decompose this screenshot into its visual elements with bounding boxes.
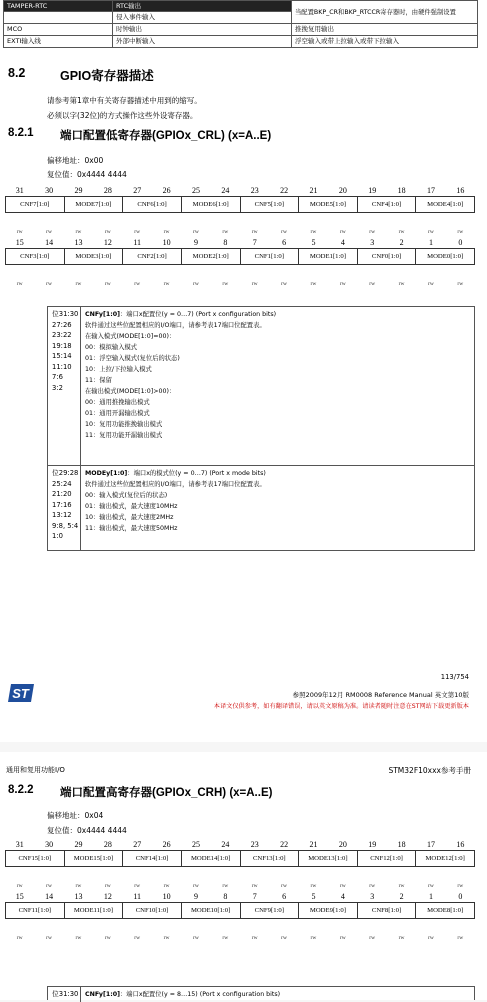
bit-number: 7 <box>252 892 257 901</box>
bit-number: 31 <box>15 840 24 849</box>
field-row <box>5 902 475 919</box>
access-type: rw <box>398 883 405 889</box>
register-field: CNF10[1:0] <box>122 903 181 918</box>
bit-number-row <box>5 839 475 850</box>
table-cell: 侵入事件输入 <box>113 12 292 24</box>
bit-number: 20 <box>338 840 347 849</box>
access-type: rw <box>369 883 376 889</box>
desc-line: 软件通过这些位配置相应的I/O端口，请参考表17端口位配置表。 <box>85 481 266 488</box>
bit-number: 21 <box>309 840 318 849</box>
access-type: rw <box>193 935 199 941</box>
bit-number: 6 <box>282 892 287 901</box>
page-number: 113/754 <box>440 673 469 681</box>
bit-range: 位31:30 <box>48 987 81 1002</box>
bit-number: 9 <box>193 892 198 901</box>
access-type: rw <box>163 281 170 287</box>
access-type: rw <box>193 883 199 889</box>
desc-line: 10：上拉/下拉输入模式 <box>85 366 152 373</box>
bit-number: 5 <box>311 892 316 901</box>
register-field: CNF9[1:0] <box>240 903 299 918</box>
access-type: rw <box>46 883 52 889</box>
subsection-title: 端口配置高寄存器(GPIOx_CRH) (x=A..E) <box>60 787 273 799</box>
bit-number: 0 <box>458 892 463 901</box>
table-cell: 浮空输入或带上拉输入或带下拉输入 <box>292 36 478 48</box>
register-field: CNF5[1:0] <box>240 197 299 212</box>
access-type: rw <box>222 883 229 889</box>
desc-line: 10：复用功能推挽输出模式 <box>85 421 163 428</box>
bit-number: 28 <box>103 840 112 849</box>
access-type: rw <box>75 883 82 889</box>
crh-register-diagram <box>5 839 475 943</box>
access-type: rw <box>75 229 82 235</box>
register-field: MODE13[1:0] <box>298 851 357 866</box>
register-field: CNF11[1:0] <box>18 907 52 914</box>
bit-number-row <box>5 237 475 248</box>
bit-number: 23 <box>250 840 259 849</box>
access-type: rw <box>222 229 229 235</box>
field-name: MODEy[1:0] <box>85 470 128 477</box>
bit-number: 14 <box>45 238 54 247</box>
access-type: rw <box>281 281 287 287</box>
page-header-right: STM32F10xxx参考手册 <box>388 766 471 775</box>
register-field: MODE12[1:0] <box>415 851 474 866</box>
register-field: CNF3[1:0] <box>20 253 50 260</box>
offset-address: 偏移地址：0x00 <box>47 156 104 165</box>
bit-number: 11 <box>133 892 142 901</box>
desc-line: 软件通过这些位配置相应的I/O端口，请参考表17端口位配置表。 <box>85 322 266 329</box>
crh-description-table <box>47 986 475 1000</box>
bit-number: 1 <box>428 892 433 901</box>
reset-value: 复位值：0x4444 4444 <box>47 826 127 835</box>
register-field: CNF4[1:0] <box>357 197 416 212</box>
access-type: rw <box>339 281 346 287</box>
bit-number: 18 <box>397 840 406 849</box>
bit-description <box>81 466 474 550</box>
table-cell <box>4 12 113 24</box>
bit-number: 3 <box>370 892 375 901</box>
bit-number: 26 <box>162 186 171 195</box>
access-type: rw <box>163 883 170 889</box>
desc-line: 01：输出模式，最大速度10MHz <box>85 503 178 510</box>
desc-line: 11：输出模式，最大速度50MHz <box>85 525 178 532</box>
access-type: rw <box>398 229 405 235</box>
bit-number: 19 <box>368 840 377 849</box>
register-field: CNF14[1:0] <box>122 851 181 866</box>
access-type: rw <box>369 281 376 287</box>
access-type: rw <box>339 229 346 235</box>
access-type: rw <box>251 281 258 287</box>
access-type: rw <box>428 281 434 287</box>
desc-line: 11：保留 <box>85 377 112 384</box>
manual-page-114 <box>0 752 487 1000</box>
bit-range: 位29:28 25:24 21:20 17:16 13:12 9:8, 5:4 1:0 <box>48 466 81 550</box>
subsection-number: 8.2.2 <box>8 784 34 796</box>
translation-warning: 本译文仅供参考，如有翻译错误，请以英文原稿为准。请读者随时注意在ST网站下载更新版本 <box>213 703 469 710</box>
bit-number: 27 <box>133 840 142 849</box>
access-type: rw <box>457 935 464 941</box>
access-type: rw <box>398 281 405 287</box>
access-type: rw <box>310 883 317 889</box>
register-field: MODE11[1:0] <box>64 903 123 918</box>
bit-number: 29 <box>74 840 83 849</box>
register-field: MODE5[1:0] <box>298 197 357 212</box>
access-type: rw <box>428 229 434 235</box>
bit-number: 0 <box>458 238 463 247</box>
access-type: rw <box>251 883 258 889</box>
bit-number: 31 <box>15 186 24 195</box>
bit-number: 8 <box>223 238 228 247</box>
bit-number: 5 <box>311 238 316 247</box>
desc-line: ：端口x的模式位(y = 0…7) (Port x mode bits) <box>127 470 266 477</box>
bit-number-row <box>5 891 475 902</box>
access-type: rw <box>428 935 434 941</box>
intro-line: 必须以字(32位)的方式操作这些外设寄存器。 <box>47 111 198 120</box>
access-type: rw <box>457 883 464 889</box>
table-cell: 外部中断输入 <box>113 36 292 48</box>
access-type: rw <box>222 281 229 287</box>
bit-number: 4 <box>340 238 345 247</box>
desc-line: 在输出模式(MODE[1:0]>00)： <box>85 388 176 395</box>
access-type: rw <box>46 281 52 287</box>
bit-number: 17 <box>426 186 435 195</box>
access-type: rw <box>134 281 141 287</box>
desc-line: 01：浮空输入模式(复位后的状态) <box>85 355 180 362</box>
table-cell: 推挽复用输出 <box>292 24 478 36</box>
access-type: rw <box>339 883 346 889</box>
bit-number: 22 <box>280 840 289 849</box>
table-cell: 时钟输出 <box>113 24 292 36</box>
register-field: CNF1[1:0] <box>240 249 299 264</box>
bit-number: 16 <box>456 840 465 849</box>
access-row <box>5 934 475 943</box>
access-type: rw <box>134 935 141 941</box>
desc-line: 00：模拟输入模式 <box>85 344 138 351</box>
bit-number: 25 <box>191 840 200 849</box>
register-field: MODE7[1:0] <box>64 197 123 212</box>
access-type: rw <box>16 935 23 941</box>
desc-line: 在输入模式(MODE[1:0]=00)： <box>85 333 176 340</box>
bit-number: 2 <box>399 238 404 247</box>
bit-number: 4 <box>340 892 345 901</box>
bit-number: 12 <box>103 892 112 901</box>
bit-number: 23 <box>250 186 259 195</box>
access-type: rw <box>104 281 111 287</box>
reset-value: 复位值：0x4444 4444 <box>47 170 127 179</box>
intro-line: 请参考第1章中有关寄存器描述中用到的缩写。 <box>47 96 202 105</box>
access-type: rw <box>369 935 376 941</box>
register-field: CNF13[1:0] <box>240 851 299 866</box>
bit-number-row <box>5 185 475 196</box>
register-field: MODE9[1:0] <box>298 903 357 918</box>
desc-line: 01：通用开漏输出模式 <box>85 410 150 417</box>
access-type: rw <box>251 229 258 235</box>
access-type: rw <box>75 281 82 287</box>
access-type: rw <box>104 935 111 941</box>
subsection-title: 端口配置低寄存器(GPIOx_CRL) (x=A..E) <box>60 130 272 142</box>
access-type: rw <box>222 935 229 941</box>
bit-number: 19 <box>368 186 377 195</box>
bit-description <box>81 307 474 465</box>
offset-address: 偏移地址：0x04 <box>47 811 104 820</box>
access-type: rw <box>339 935 346 941</box>
access-type: rw <box>310 935 317 941</box>
section-number: 8.2 <box>8 66 26 80</box>
section-title: GPIO寄存器描述 <box>60 69 154 83</box>
bit-number: 3 <box>370 238 375 247</box>
bit-number: 8 <box>223 892 228 901</box>
bit-number: 14 <box>45 892 54 901</box>
register-field: MODE2[1:0] <box>181 249 240 264</box>
access-type: rw <box>163 935 170 941</box>
svg-text:ST: ST <box>12 686 29 701</box>
access-type: rw <box>457 229 464 235</box>
table-cell: MCO <box>4 24 113 36</box>
access-type: rw <box>251 935 258 941</box>
bit-range: 位31:30 27:26 23:22 19:18 15:14 11:10 7:6 3:2 <box>48 307 81 465</box>
access-type: rw <box>16 281 23 287</box>
bit-number: 22 <box>280 186 289 195</box>
bit-number: 7 <box>252 238 257 247</box>
register-field: MODE1[1:0] <box>298 249 357 264</box>
table-cell: EXTI输入线 <box>4 36 113 48</box>
desc-line: 00：输入模式(复位后的状态) <box>85 492 168 499</box>
bit-number: 17 <box>426 840 435 849</box>
bit-number: 24 <box>221 840 230 849</box>
bit-number: 24 <box>221 186 230 195</box>
access-type: rw <box>398 935 405 941</box>
bit-number: 25 <box>191 186 200 195</box>
bit-number: 11 <box>133 238 142 247</box>
access-type: rw <box>104 883 111 889</box>
field-row <box>5 248 475 265</box>
access-type: rw <box>369 229 376 235</box>
bit-number: 12 <box>103 238 112 247</box>
bit-number: 26 <box>162 840 171 849</box>
bit-number: 20 <box>338 186 347 195</box>
register-field: CNF0[1:0] <box>357 249 416 264</box>
desc-line: ：端口x配置位(y = 0…7) (Port x configuration bits) <box>120 311 277 318</box>
field-name: CNFy[1:0] <box>85 311 120 318</box>
register-field: MODE6[1:0] <box>181 197 240 212</box>
description-row <box>48 307 474 465</box>
bit-number: 10 <box>162 238 171 247</box>
desc-line: 11：复用功能开漏输出模式 <box>85 432 163 439</box>
access-type: rw <box>281 883 287 889</box>
access-type: rw <box>193 281 199 287</box>
pin-function-table <box>3 0 478 48</box>
access-type: rw <box>163 229 170 235</box>
register-field: CNF7[1:0] <box>20 201 50 208</box>
register-field: MODE4[1:0] <box>415 197 474 212</box>
access-type: rw <box>310 281 317 287</box>
register-field: MODE14[1:0] <box>181 851 240 866</box>
subsection-number: 8.2.1 <box>8 127 34 139</box>
bit-number: 6 <box>282 238 287 247</box>
register-field: CNF6[1:0] <box>122 197 181 212</box>
access-type: rw <box>193 229 199 235</box>
register-field: MODE0[1:0] <box>415 249 474 264</box>
bit-number: 13 <box>74 238 83 247</box>
access-type: rw <box>310 229 317 235</box>
access-type: rw <box>134 229 141 235</box>
desc-line: 00：通用推挽输出模式 <box>85 399 150 406</box>
register-field: MODE8[1:0] <box>415 903 474 918</box>
access-type: rw <box>281 229 287 235</box>
register-field: CNF2[1:0] <box>122 249 181 264</box>
access-type: rw <box>16 229 23 235</box>
bit-number: 9 <box>193 238 198 247</box>
register-field: MODE3[1:0] <box>64 249 123 264</box>
bit-number: 16 <box>456 186 465 195</box>
register-field: CNF15[1:0] <box>18 855 52 862</box>
access-type: rw <box>104 229 111 235</box>
bit-number: 29 <box>74 186 83 195</box>
st-logo-icon <box>8 684 34 702</box>
access-type: rw <box>46 935 52 941</box>
access-type: rw <box>281 935 287 941</box>
bit-number: 30 <box>45 186 54 195</box>
table-cell: TAMPER-RTC <box>4 1 113 12</box>
crl-description-table <box>47 306 475 551</box>
table-cell: RTC输出 <box>113 1 292 12</box>
register-field: CNF8[1:0] <box>357 903 416 918</box>
table-cell: 当配置BKP_CR和BKP_RTCCR寄存器时，由硬件强制设置 <box>292 1 478 24</box>
desc-line: ：端口x配置位(y = 8…15) (Port x configuration bits) <box>120 991 281 998</box>
field-row <box>5 196 475 213</box>
bit-number: 30 <box>45 840 54 849</box>
bit-number: 10 <box>162 892 171 901</box>
bit-number: 13 <box>74 892 83 901</box>
register-field: CNF12[1:0] <box>357 851 416 866</box>
register-field: MODE10[1:0] <box>181 903 240 918</box>
access-row <box>5 280 475 289</box>
bit-number: 18 <box>397 186 406 195</box>
crl-register-diagram <box>5 185 475 289</box>
bit-number: 27 <box>133 186 142 195</box>
bit-number: 28 <box>103 186 112 195</box>
bit-number: 1 <box>428 238 433 247</box>
access-type: rw <box>75 935 82 941</box>
access-type: rw <box>46 229 52 235</box>
bit-number: 21 <box>309 186 318 195</box>
bit-number: 2 <box>399 892 404 901</box>
access-type: rw <box>134 883 141 889</box>
bit-number: 15 <box>15 238 24 247</box>
field-row <box>5 850 475 867</box>
access-row <box>5 228 475 237</box>
access-type: rw <box>16 883 23 889</box>
page-header-left: 通用和复用功能I/O <box>6 766 65 774</box>
register-field: MODE15[1:0] <box>64 851 123 866</box>
description-row <box>48 465 474 550</box>
access-type: rw <box>457 281 464 287</box>
field-name: CNFy[1:0] <box>85 991 120 998</box>
desc-line: 10：输出模式，最大速度2MHz <box>85 514 174 521</box>
access-row <box>5 882 475 891</box>
bit-number: 15 <box>15 892 24 901</box>
access-type: rw <box>428 883 434 889</box>
reference-note: 参照2009年12月 RM0008 Reference Manual 英文第10版 <box>292 691 469 699</box>
